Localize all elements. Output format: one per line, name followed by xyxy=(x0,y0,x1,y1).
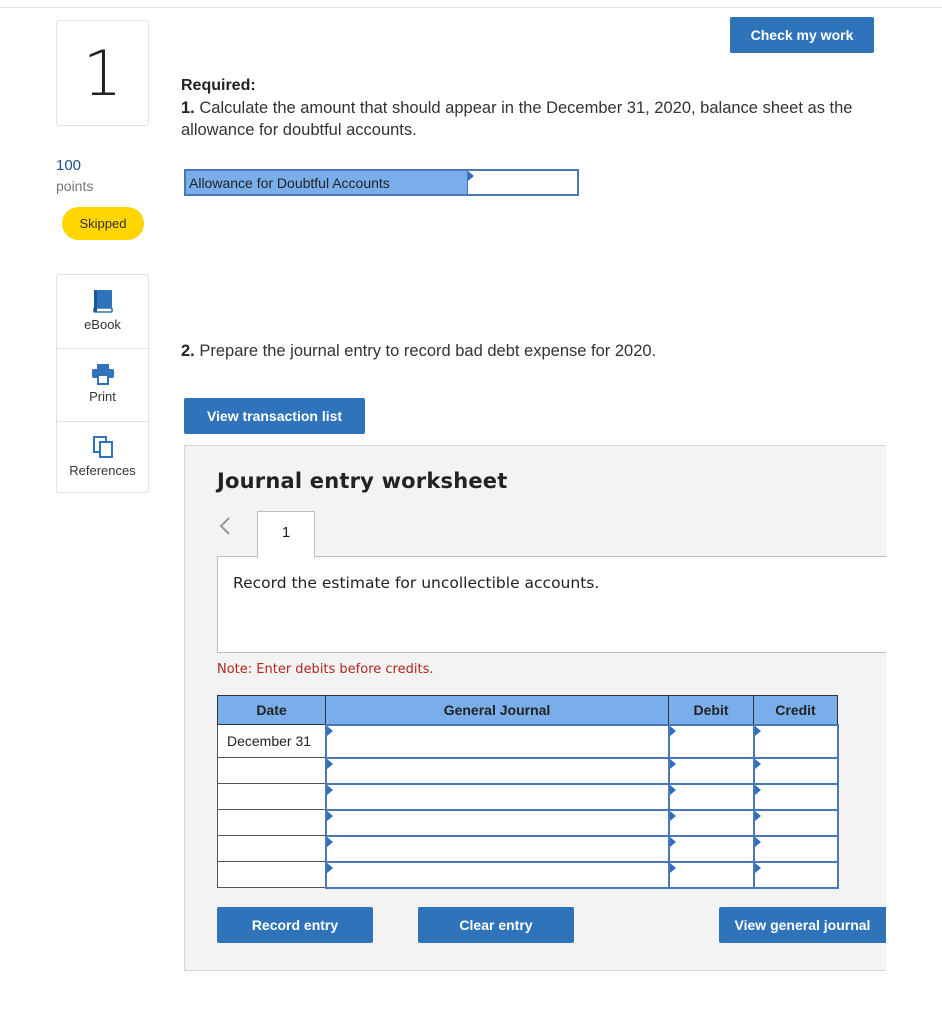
account-input[interactable] xyxy=(326,784,669,810)
account-input[interactable] xyxy=(326,725,669,758)
view-transaction-list-button[interactable]: View transaction list xyxy=(184,398,365,434)
copy-icon xyxy=(92,435,114,459)
table-row xyxy=(218,836,838,862)
part1-text: Calculate the amount that should appear in the December 31, 2020, balance sheet as the allowance for doubtful accounts. xyxy=(181,99,853,139)
debit-input[interactable] xyxy=(669,725,754,758)
credit-input[interactable] xyxy=(754,836,838,862)
worksheet-note: Note: Enter debits before credits. xyxy=(217,662,434,677)
view-general-journal-button[interactable]: View general journal xyxy=(719,907,886,943)
top-divider xyxy=(0,7,942,8)
input-marker-icon xyxy=(327,837,333,847)
input-marker-icon xyxy=(755,837,761,847)
input-marker-icon xyxy=(670,785,676,795)
debit-column-header: Debit xyxy=(669,696,754,725)
input-marker-icon xyxy=(670,759,676,769)
credit-input[interactable] xyxy=(754,862,838,888)
points-value: 100 xyxy=(56,157,82,174)
input-marker-icon xyxy=(327,863,333,873)
input-marker-icon xyxy=(670,811,676,821)
account-input[interactable] xyxy=(326,810,669,836)
input-marker-icon xyxy=(755,863,761,873)
input-marker-icon xyxy=(755,811,761,821)
account-input[interactable] xyxy=(326,862,669,888)
references-button[interactable] xyxy=(56,421,149,493)
general-journal-column-header: General Journal xyxy=(326,696,669,725)
check-my-work-button[interactable]: Check my work xyxy=(730,17,874,53)
debit-input[interactable] xyxy=(669,862,754,888)
part1-instruction xyxy=(181,97,881,141)
credit-input[interactable] xyxy=(754,784,838,810)
account-input[interactable] xyxy=(326,836,669,862)
table-row xyxy=(218,758,838,784)
question-number: 1 xyxy=(56,20,149,126)
credit-column-header: Credit xyxy=(754,696,838,725)
part1-number: 1. xyxy=(181,99,195,117)
credit-input[interactable] xyxy=(754,725,838,758)
date-column-header: Date xyxy=(218,696,326,725)
part2-text: Prepare the journal entry to record bad debt expense for 2020. xyxy=(199,342,657,360)
input-marker-icon xyxy=(327,811,333,821)
input-marker-icon xyxy=(755,785,761,795)
points-label: points xyxy=(56,178,94,194)
allowance-row xyxy=(184,169,579,196)
worksheet-tab-1[interactable]: 1 xyxy=(257,511,315,558)
printer-icon xyxy=(91,363,115,385)
date-cell xyxy=(218,784,326,810)
worksheet-title: Journal entry worksheet xyxy=(217,469,508,493)
input-marker-icon xyxy=(670,837,676,847)
date-cell xyxy=(218,758,326,784)
required-heading: Required: xyxy=(181,77,256,94)
input-marker-icon xyxy=(327,785,333,795)
book-icon xyxy=(92,289,114,313)
table-row xyxy=(218,725,838,758)
input-marker-icon xyxy=(327,759,333,769)
input-marker-icon xyxy=(670,863,676,873)
date-cell xyxy=(218,810,326,836)
print-label: Print xyxy=(89,389,116,404)
ebook-label: eBook xyxy=(84,317,121,332)
credit-input[interactable] xyxy=(754,758,838,784)
chevron-left-icon[interactable] xyxy=(218,515,232,543)
allowance-input[interactable] xyxy=(468,171,577,194)
part2-instruction xyxy=(181,342,656,361)
references-label: References xyxy=(69,463,136,478)
part2-number: 2. xyxy=(181,342,195,360)
record-entry-button[interactable]: Record entry xyxy=(217,907,373,943)
ebook-button[interactable] xyxy=(56,274,149,349)
table-row xyxy=(218,862,838,888)
print-button[interactable] xyxy=(56,348,149,422)
date-cell: December 31 xyxy=(218,725,326,758)
account-input[interactable] xyxy=(326,758,669,784)
status-badge: Skipped xyxy=(62,207,144,240)
debit-input[interactable] xyxy=(669,810,754,836)
date-cell xyxy=(218,836,326,862)
table-row xyxy=(218,810,838,836)
input-marker-icon xyxy=(755,759,761,769)
allowance-label: Allowance for Doubtful Accounts xyxy=(186,171,468,194)
debit-input[interactable] xyxy=(669,758,754,784)
input-marker-icon xyxy=(755,726,761,736)
journal-header-row xyxy=(218,696,838,725)
clear-entry-button[interactable]: Clear entry xyxy=(418,907,574,943)
journal-table xyxy=(217,695,839,889)
date-cell xyxy=(218,862,326,888)
input-marker-icon xyxy=(670,726,676,736)
worksheet-description: Record the estimate for uncollectible accounts. xyxy=(217,556,886,653)
input-marker-icon xyxy=(327,726,333,736)
input-marker-icon xyxy=(468,171,474,181)
credit-input[interactable] xyxy=(754,810,838,836)
table-row xyxy=(218,784,838,810)
debit-input[interactable] xyxy=(669,784,754,810)
debit-input[interactable] xyxy=(669,836,754,862)
